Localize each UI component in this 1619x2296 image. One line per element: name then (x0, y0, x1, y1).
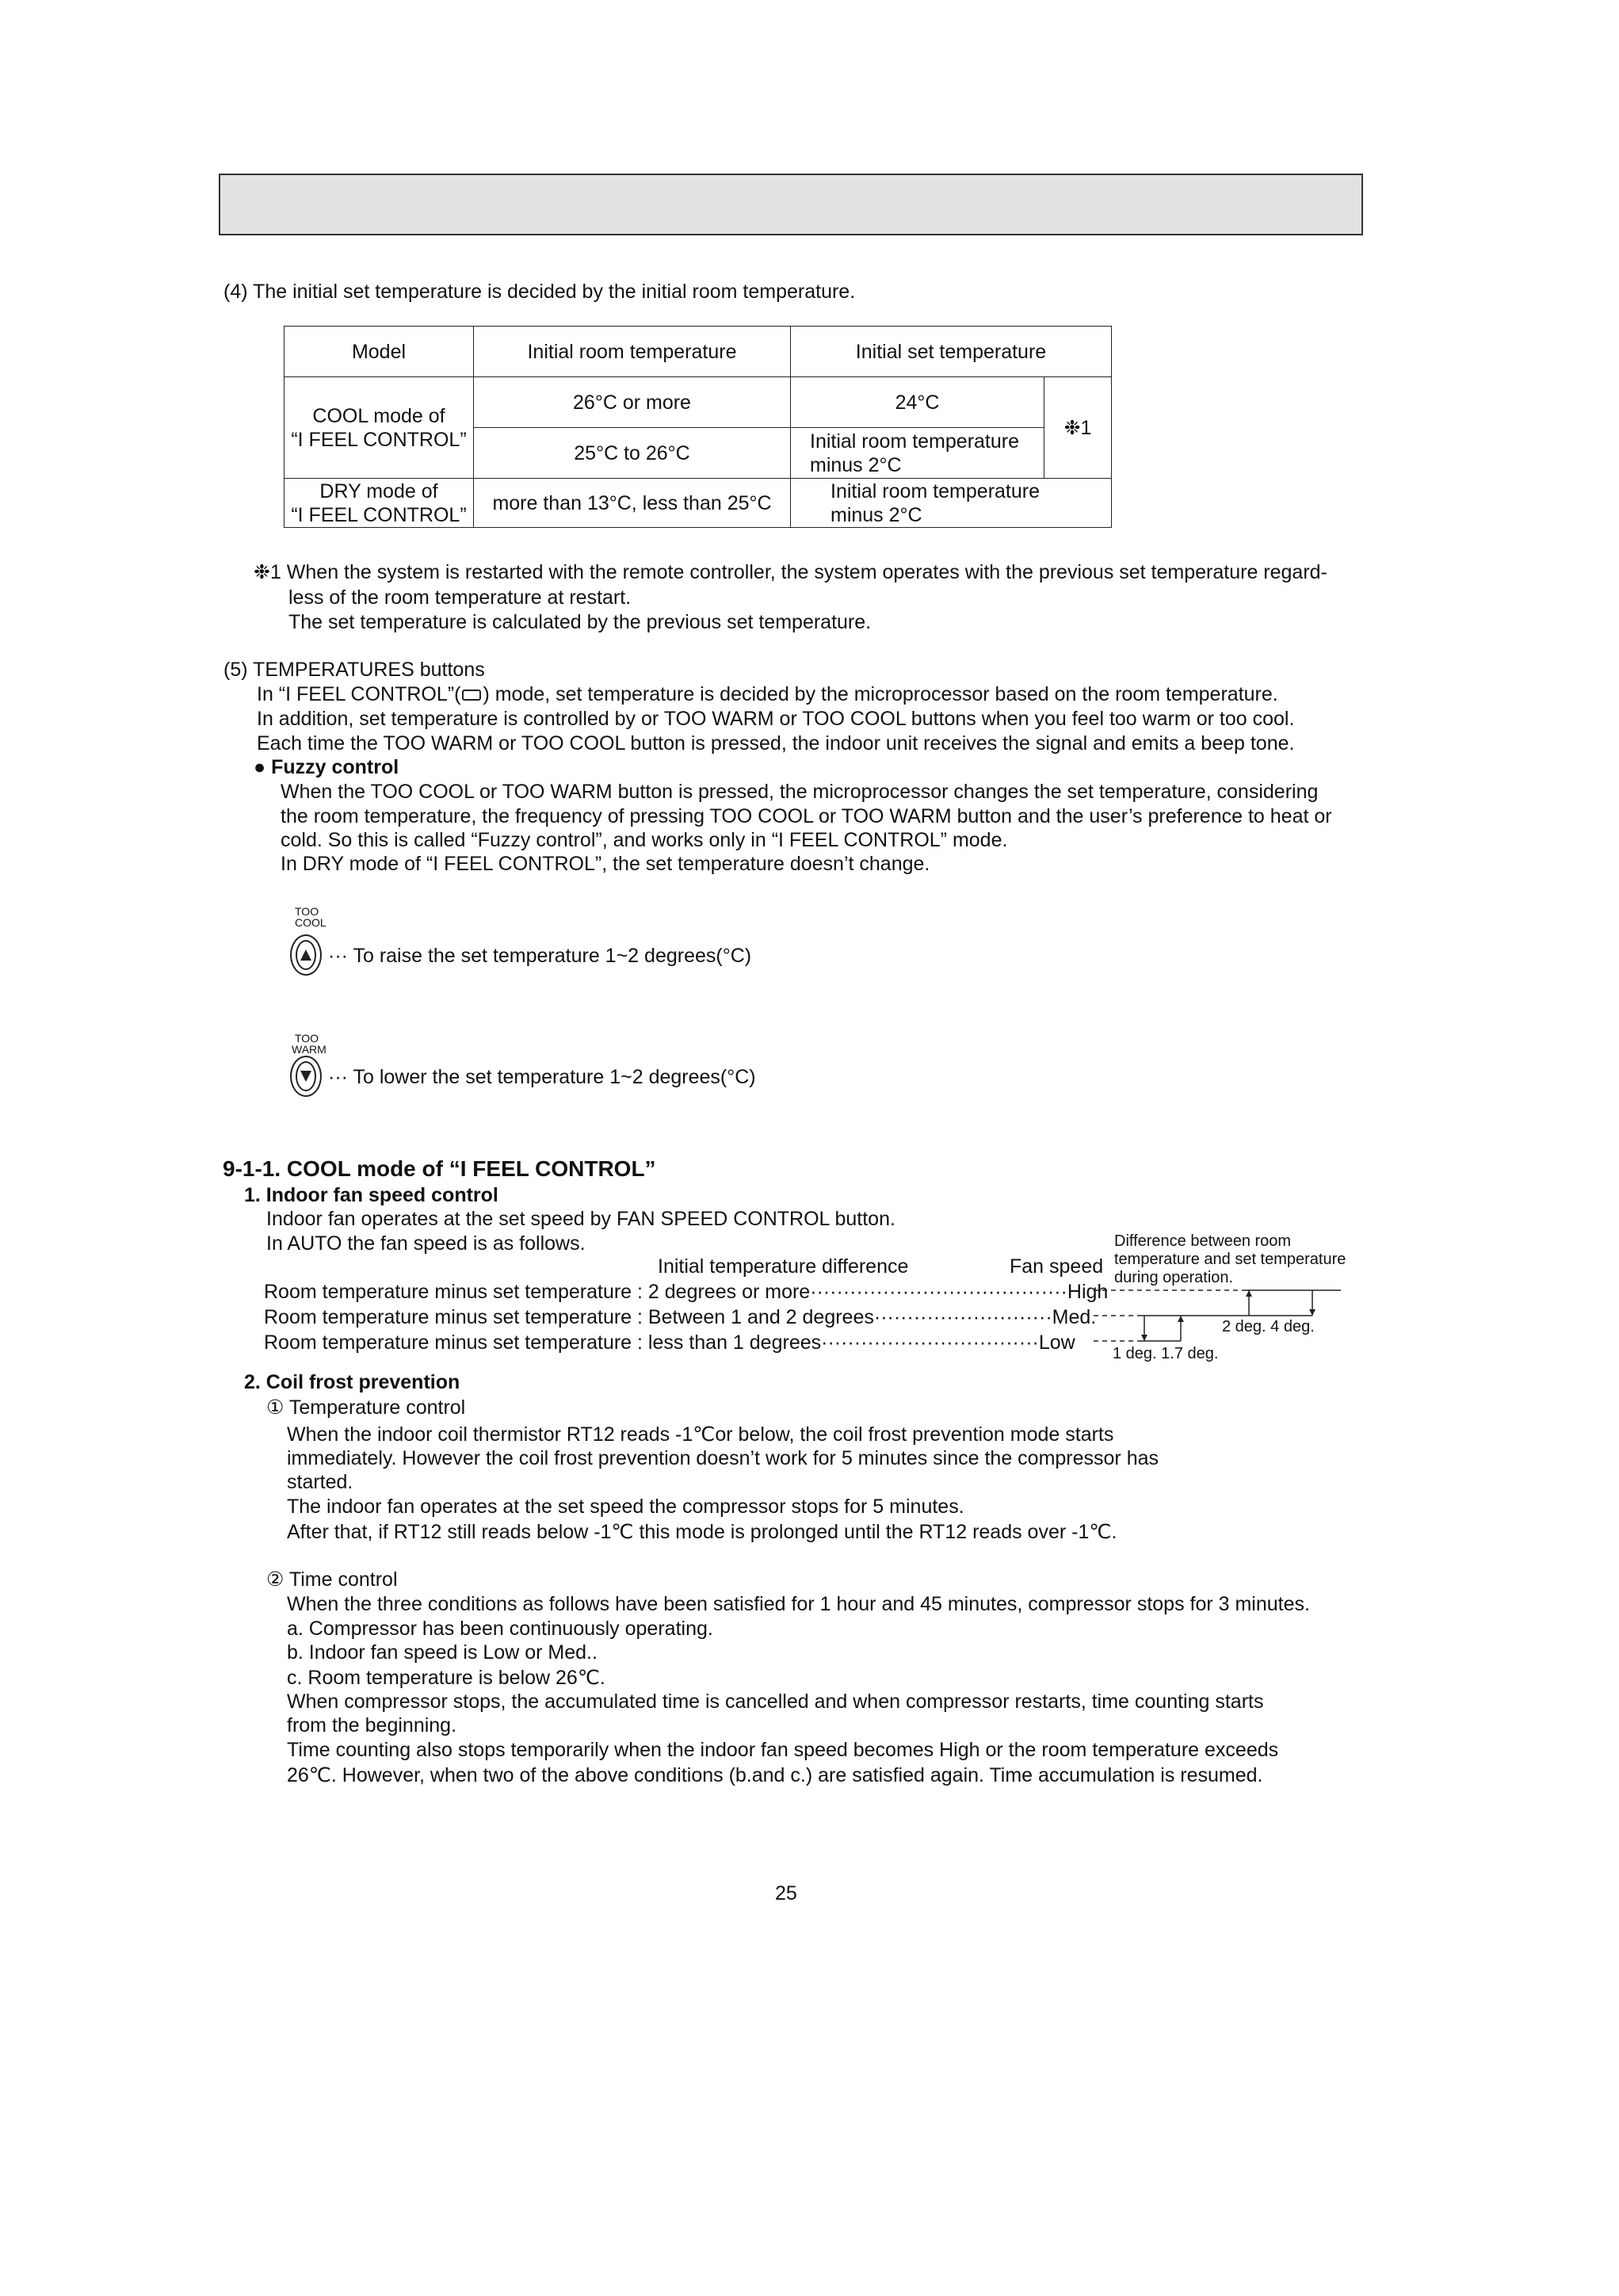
fan-row-low (264, 1331, 1075, 1354)
footnote-line2: less of the room temperature at restart. (288, 586, 632, 609)
too-cool-label-bottom: COOL (295, 916, 326, 929)
too-warm-description: ··· To lower the set temperature 1~2 degrees(°C) (328, 1066, 756, 1088)
dry-mode-line2: “I FEEL CONTROL” (291, 503, 467, 526)
too-cool-button-icon (290, 934, 322, 976)
fuzzy-title: Fuzzy control (271, 756, 399, 778)
time-ctrl-line4: c. Room temperature is below 26℃. (287, 1667, 605, 1689)
time-control-title: ② Time control (266, 1568, 398, 1591)
fan-row-med (264, 1306, 1096, 1329)
time-ctrl-line2: a. Compressor has been continuously operating. (287, 1618, 713, 1640)
temp-ctrl-line3: started. (287, 1471, 353, 1493)
dry-mode-cell (284, 479, 474, 528)
i-feel-control-icon (462, 690, 481, 701)
coil-frost-title: 2. Coil frost prevention (244, 1371, 460, 1393)
cool-mode-cell (284, 377, 474, 479)
fuzzy-line1: When the TOO COOL or TOO WARM button is pressed, the microprocessor changes the set temperature, considering (281, 781, 1319, 803)
diagram-caption-line3: during operation. (1114, 1269, 1234, 1286)
too-cool-label (295, 905, 326, 929)
temp-ctrl-line5: After that, if RT12 still reads below -1℃ this mode is prolonged until the RT12 reads over -1℃. (287, 1521, 1117, 1543)
fan-line2: In AUTO the fan speed is as follows. (266, 1232, 586, 1255)
page-header-band (219, 174, 1363, 235)
fuzzy-heading (254, 756, 399, 779)
row3-set-line2: minus 2°C (831, 503, 922, 526)
fan-speed-title: 1. Indoor fan speed control (244, 1184, 498, 1206)
fuzzy-line3: cold. So this is called “Fuzzy control”, and works only in “I FEEL CONTROL” mode. (281, 829, 1008, 851)
section-5-line3: Each time the TOO WARM or TOO COOL button is pressed, the indoor unit receives the signal and emits a beep tone. (257, 732, 1295, 755)
time-ctrl-line1: When the three conditions as follows have been satisfied for 1 hour and 45 minutes, compressor stops for 3 minutes. (287, 1593, 1310, 1615)
section-title: 9-1-1. COOL mode of “I FEEL CONTROL” (223, 1156, 656, 1181)
row1-room-temp: 26°C or more (474, 377, 791, 428)
too-warm-button-icon (290, 1056, 322, 1097)
diagram-caption-line1: Difference between room (1114, 1232, 1292, 1250)
fan-speed-hysteresis-diagram (1094, 1282, 1347, 1346)
time-ctrl-line3: b. Indoor fan speed is Low or Med.. (287, 1641, 598, 1664)
bullet-icon: ● (254, 756, 266, 778)
fan-row-speed: Low (1038, 1331, 1075, 1354)
cool-mode-line2: “I FEEL CONTROL” (291, 428, 467, 451)
diagram-label-lower: 1 deg. 1.7 deg. (1113, 1345, 1219, 1362)
time-ctrl-line7: Time counting also stops temporarily when the indoor fan speed becomes High or the room temperature exceeds (287, 1739, 1279, 1761)
row1-set-temp: 24°C (791, 377, 1044, 428)
too-warm-label (292, 1032, 326, 1056)
up-arrow-icon (300, 949, 311, 961)
fan-row-label: Room temperature minus set temperature : less than 1 degrees (264, 1331, 822, 1354)
leader-dots: ································· (821, 1331, 1039, 1354)
row3-set-line1: Initial room temperature (831, 479, 1041, 502)
too-cool-description: ··· To raise the set temperature 1~2 degrees(°C) (328, 945, 752, 967)
arrow-down-icon (1141, 1335, 1147, 1341)
footnote-line1: ❉1 When the system is restarted with the remote controller, the system operates with the previous set temperature regard- (254, 561, 1327, 583)
row2-room-temp: 25°C to 26°C (474, 428, 791, 479)
row2-set-temp (791, 428, 1044, 479)
too-cool-label-top: TOO (295, 905, 319, 918)
section-5-line1 (257, 683, 1278, 706)
leader-dots: ······································· (810, 1281, 1067, 1303)
col-initial-temp-diff: Initial temperature difference (658, 1255, 909, 1278)
row3-room-temp: more than 13°C, less than 25°C (474, 479, 791, 528)
header-model: Model (284, 327, 474, 377)
col-fan-speed: Fan speed (1010, 1255, 1104, 1278)
section-5-line1-b: ) mode, set temperature is decided by the microprocessor based on the room temperature. (483, 683, 1278, 705)
fan-line1: Indoor fan operates at the set speed by FAN SPEED CONTROL button. (266, 1208, 895, 1230)
row2-set-line1: Initial room temperature (810, 430, 1020, 453)
table-header-row (284, 327, 1112, 377)
arrow-down-icon (1309, 1309, 1315, 1316)
fuzzy-line2: the room temperature, the frequency of pressing TOO COOL or TOO WARM button and the user’s preference to heat or (281, 805, 1332, 827)
diagram-caption-line2: temperature and set temperature (1114, 1251, 1346, 1268)
too-warm-label-bottom: WARM (292, 1043, 326, 1056)
diagram-caption (1114, 1232, 1346, 1287)
time-ctrl-line6: from the beginning. (287, 1714, 457, 1736)
temperature-control-title: ① Temperature control (266, 1396, 466, 1419)
cool-mode-line1: COOL mode of (312, 404, 445, 427)
fan-row-speed: Med. (1052, 1306, 1097, 1328)
header-initial-set-temp: Initial set temperature (791, 327, 1112, 377)
time-ctrl-line8: 26℃. However, when two of the above conditions (b.and c.) are satisfied again. Time accumulation is resumed. (287, 1764, 1263, 1786)
fan-row-label: Room temperature minus set temperature : 2 degrees or more (264, 1281, 811, 1303)
initial-set-temperature-table (284, 326, 1112, 528)
row3-set-temp (791, 479, 1112, 528)
fuzzy-line4: In DRY mode of “I FEEL CONTROL”, the set temperature doesn’t change. (281, 853, 930, 875)
note-mark-cell: ❉1 (1044, 377, 1112, 479)
section-4-intro: (4) The initial set temperature is decided by the initial room temperature. (223, 281, 856, 303)
down-arrow-icon (300, 1071, 311, 1082)
footnote-line3: The set temperature is calculated by the previous set temperature. (288, 611, 872, 633)
header-initial-room-temp: Initial room temperature (474, 327, 791, 377)
leader-dots: ··························· (873, 1306, 1052, 1328)
page-number: 25 (775, 1882, 797, 1904)
section-5-title: (5) TEMPERATURES buttons (223, 659, 485, 681)
diagram-label-upper: 2 deg. 4 deg. (1222, 1318, 1315, 1335)
fan-row-high (264, 1281, 1108, 1304)
arrow-up-icon (1246, 1290, 1252, 1297)
temp-ctrl-line4: The indoor fan operates at the set speed the compressor stops for 5 minutes. (287, 1496, 964, 1518)
temp-ctrl-line2: immediately. However the coil frost prevention doesn’t work for 5 minutes since the compressor has (287, 1447, 1159, 1469)
row2-set-line2: minus 2°C (810, 453, 902, 476)
section-5-line2: In addition, set temperature is controlled by or TOO WARM or TOO COOL buttons when you feel too warm or too cool. (257, 708, 1295, 730)
table-row (284, 377, 1112, 428)
temp-ctrl-line1: When the indoor coil thermistor RT12 reads -1℃or below, the coil frost prevention mode starts (287, 1423, 1114, 1446)
dry-mode-line1: DRY mode of (319, 479, 438, 502)
section-5-line1-a: In “I FEEL CONTROL”( (257, 683, 461, 705)
fan-row-label: Room temperature minus set temperature : Between 1 and 2 degrees (264, 1306, 874, 1328)
fan-row-speed: High (1067, 1281, 1109, 1303)
too-warm-label-top: TOO (294, 1032, 319, 1045)
arrow-up-icon (1178, 1316, 1184, 1322)
table-row (284, 479, 1112, 528)
time-ctrl-line5: When compressor stops, the accumulated time is cancelled and when compressor restarts, time counting starts (287, 1690, 1264, 1713)
